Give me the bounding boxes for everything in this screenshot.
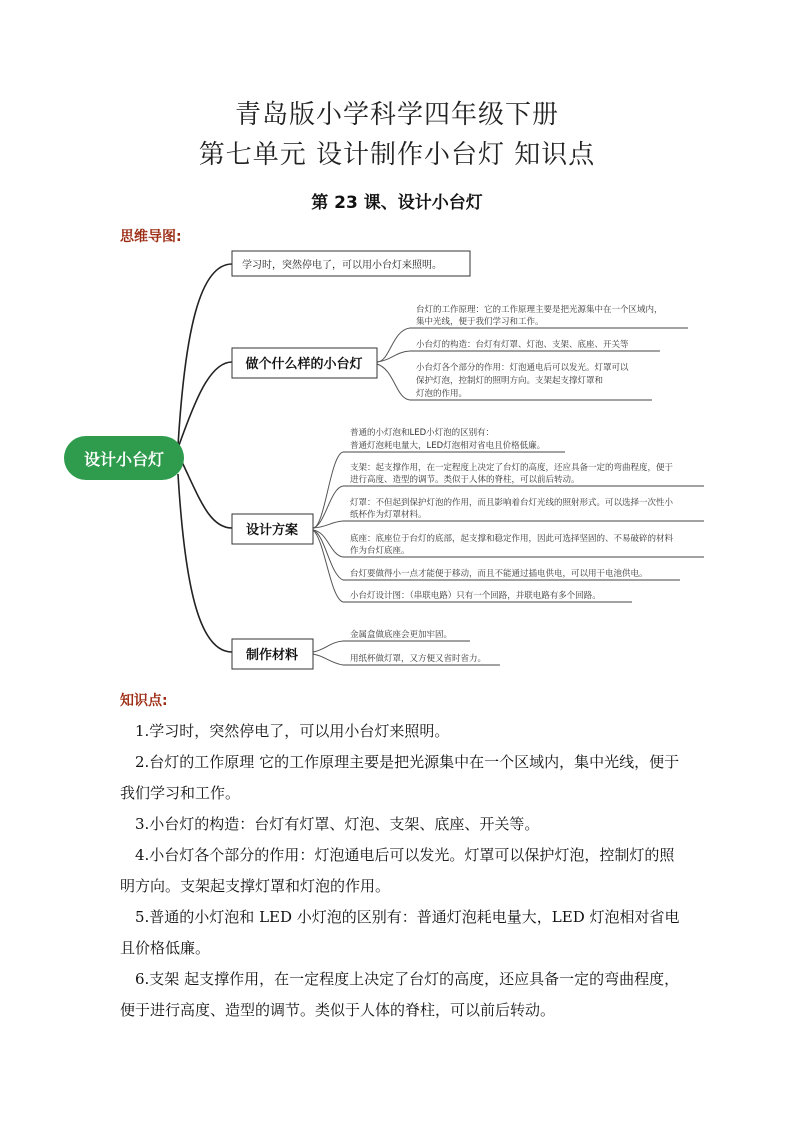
document-title-line1: 青岛版小学科学四年级下册 (234, 100, 559, 130)
root-label: 设计小台灯 (83, 450, 165, 469)
leaf-3b-line1: 用纸杯做灯罩，又方便又省时省力。 (350, 654, 487, 664)
fan-1-a (377, 328, 410, 362)
leaf-2e-line1: 台灯要做得小一点才能便于移动，而且不能通过插电供电，可以用干电池供电。 (350, 569, 648, 579)
leaf-2f-line1: 小台灯设计图：（串联电路）只有一个回路，并联电路有多个回路。 (350, 591, 601, 601)
knowledge-point: 5.普通的小灯泡和 LED 小灯泡的区别有：普通灯泡耗电量大，LED 灯泡相对省电且价格低廉。 (120, 908, 680, 957)
mindmap-connectors (178, 264, 232, 652)
connector-branch-3 (178, 474, 232, 652)
knowledge-point: 2.台灯的工作原理 它的工作原理主要是把光源集中在一个区域内，集中光线，便于我们学习和工作。 (120, 753, 680, 802)
leaf-1a-line2: 集中光线，便于我们学习和工作。 (416, 317, 544, 327)
knowledge-point: 6.支架 起支撑作用，在一定程度上决定了台灯的高度，还应具备一定的弯曲程度，便于进行高度、造型的调节。类似于人体的脊柱，可以前后转动。 (120, 970, 680, 1019)
connector-branch-2 (182, 462, 232, 528)
leaf-2a-line2: 普通灯泡耗电量大，LED灯泡相对省电且价格低廉。 (350, 441, 546, 451)
fan-2-f (313, 530, 343, 602)
knowledge-points (120, 716, 680, 1026)
leaf-2d-line1: 底座：底座位于台灯的底部，起支撑和稳定作用，因此可选择坚固的、不易破碎的材料 (350, 534, 674, 544)
top-note-text: 学习时，突然停电了，可以用小台灯来照明。 (242, 260, 442, 271)
knowledge-point: 3.小台灯的构造：台灯有灯罩、灯泡、支架、底座、开关等。 (135, 815, 540, 833)
leaf-3a-line1: 金属盒做底座会更加牢固。 (350, 630, 453, 640)
mindmap-label: 思维导图: (120, 229, 182, 245)
document-title-line2: 第七单元 设计制作小台灯 知识点 (198, 140, 596, 170)
fan-3-a (313, 641, 343, 652)
leaf-2b-line1: 支架：起支撑作用，在一定程度上决定了台灯的高度，还应具备一定的弯曲程度，便于 (350, 463, 674, 473)
fan-3-b (313, 654, 343, 665)
leaf-2d-line2: 作为台灯底座。 (350, 546, 410, 556)
leaf-1c-line3: 灯泡的作用。 (416, 389, 468, 399)
branch-label-1: 做个什么样的小台灯 (245, 357, 363, 372)
leaf-1a-line1: 台灯的工作原理：它的工作原理主要是把光源集中在一个区域内， (416, 305, 663, 315)
knowledge-point: 4.小台灯各个部分的作用：灯泡通电后可以发光。灯罩可以保护灯泡，控制灯的照明方向。支架起支撑灯罩和灯泡的作用。 (120, 846, 675, 895)
leaf-2a-line1: 普通的小灯泡和LED小灯泡的区别有： (350, 428, 495, 438)
leaf-2c-line1: 灯罩：不但起到保护灯泡的作用，而且影响着台灯光线的照射形式。可以选择一次性小 (350, 498, 674, 508)
connector-branch-1 (178, 362, 232, 448)
fan-2-a (313, 452, 343, 528)
fan-1-c (377, 364, 410, 400)
leaf-2b-line2: 进行高度、造型的调节。类似于人体的脊柱，可以前后转动。 (350, 475, 580, 485)
branch-label-2: 设计方案 (245, 523, 299, 538)
leaf-1c-line2: 保护灯泡，控制灯的照明方向。支架起支撑灯罩和 (416, 376, 604, 386)
connector-top (178, 264, 232, 446)
knowledge-label: 知识点: (120, 693, 168, 709)
branch-fans (313, 328, 410, 665)
branch-label-3: 制作材料 (245, 648, 299, 663)
leaf-1b-line1: 小台灯的构造：台灯有灯罩、灯泡、支架、底座、开关等 (416, 340, 629, 350)
lesson-title: 第 23 课、设计小台灯 (311, 193, 483, 213)
knowledge-point: 1.学习时，突然停电了，可以用小台灯来照明。 (135, 722, 450, 740)
leaf-1c-line1: 小台灯各个部分的作用：灯泡通电后可以发光。灯罩可以 (416, 363, 629, 373)
leaf-2c-line2: 纸杯作为灯罩材料。 (350, 510, 427, 520)
